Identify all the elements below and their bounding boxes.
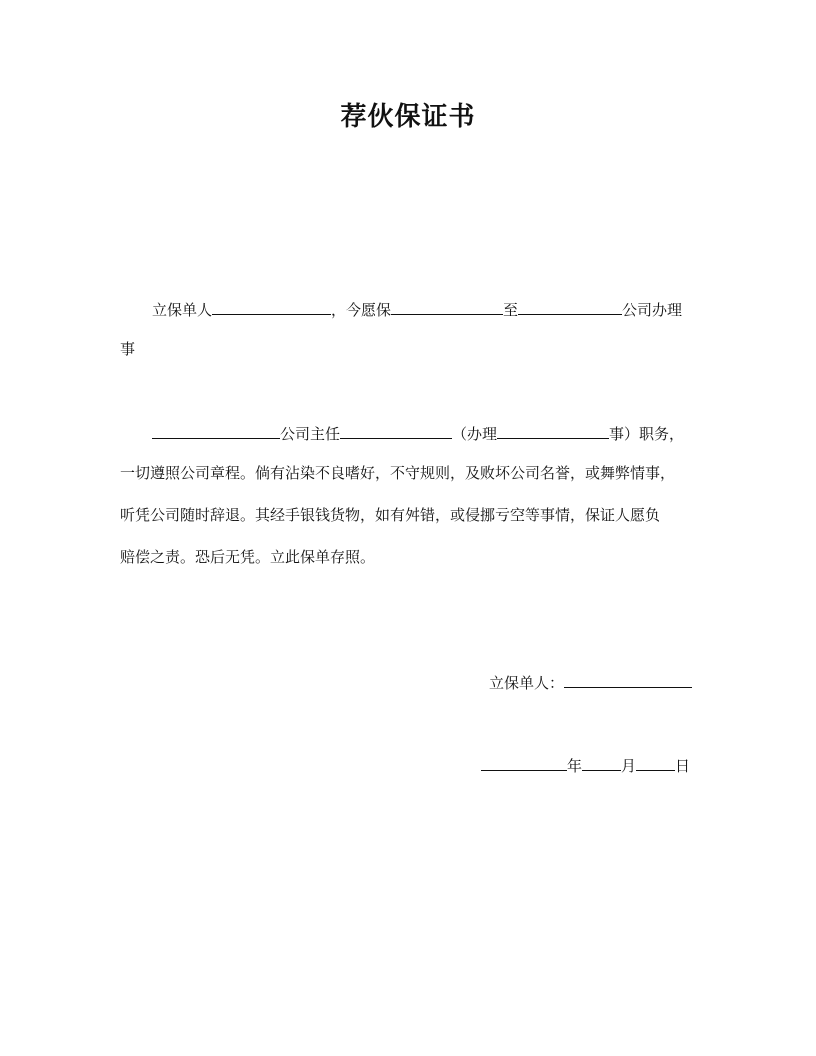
company-name-blank[interactable] <box>518 297 622 315</box>
signature-line <box>489 670 692 694</box>
signature-blank[interactable] <box>564 670 692 688</box>
director-name-blank[interactable] <box>340 421 452 439</box>
year-label: 年 <box>567 757 583 775</box>
month-blank[interactable] <box>582 753 621 771</box>
company-director-text: 公司主任 <box>280 425 341 443</box>
guaranteed-person-blank[interactable] <box>391 297 503 315</box>
paragraph-2-line-4: 赔偿之责。恐后无凭。立此保单存照。 <box>120 548 376 566</box>
paragraph-1-line-1 <box>120 297 696 321</box>
paragraph-2-line-1 <box>120 421 696 445</box>
handle-open-text: （办理 <box>452 425 498 443</box>
duty-text: 事）职务， <box>609 425 685 443</box>
month-label: 月 <box>621 757 637 775</box>
company-handle-text: 公司办理 <box>622 301 683 319</box>
paragraph-1-line-2 <box>120 338 696 360</box>
matter-text: 事 <box>120 340 136 358</box>
guarantor-name-blank[interactable] <box>212 297 331 315</box>
signature-label: 立保单人： <box>489 674 565 692</box>
affair-blank[interactable] <box>497 421 609 439</box>
day-label: 日 <box>675 757 691 775</box>
paragraph-2-line-3: 听凭公司随时辞退。其经手银钱货物，如有舛错，或侵挪亏空等事情，保证人愿负 <box>120 506 661 524</box>
guarantor-label: 立保单人 <box>152 301 213 319</box>
to-text: 至 <box>503 301 519 319</box>
paragraph-2-line-2: 一切遵照公司章程。倘有沾染不良嗜好，不守规则，及败坏公司名誉，或舞弊情事， <box>120 464 676 482</box>
day-blank[interactable] <box>636 753 675 771</box>
document-title: 荐伙保证书 <box>340 102 476 132</box>
date-line <box>481 753 690 777</box>
year-blank[interactable] <box>481 753 567 771</box>
company-blank[interactable] <box>152 421 280 439</box>
hereby-guarantee-text: ，今愿保 <box>331 301 392 319</box>
